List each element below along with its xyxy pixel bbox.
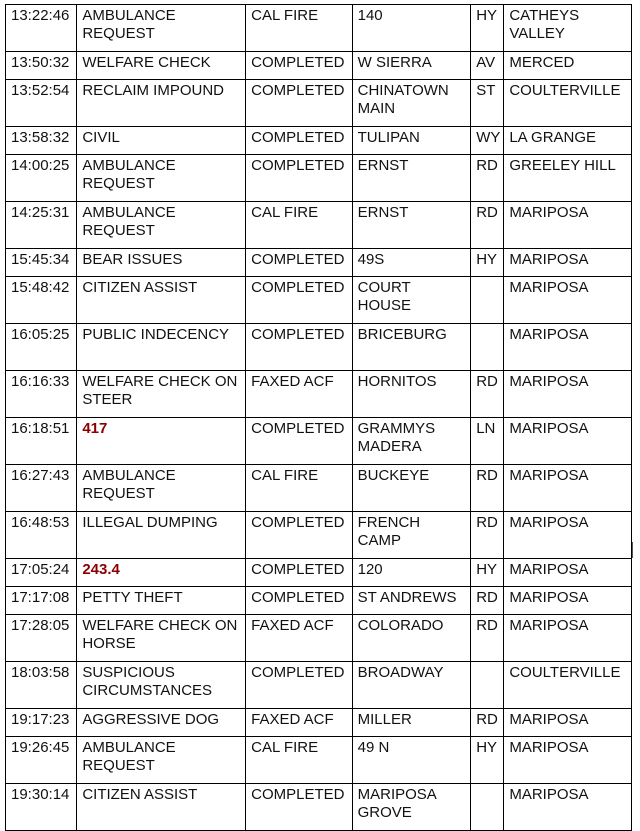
time-cell: 17:28:05: [6, 615, 77, 662]
street-suffix-cell: LN: [471, 418, 504, 465]
city-cell: LA GRANGE: [504, 127, 632, 155]
time-cell: 16:27:43: [6, 465, 77, 512]
incident-type-cell: WELFARE CHECK ON STEER: [77, 371, 246, 418]
street-suffix-cell: HY: [471, 559, 504, 587]
street-suffix-cell: HY: [471, 737, 504, 784]
street-cell: MARIPOSA GROVE: [352, 784, 471, 831]
incident-log-body: [6, 5, 632, 831]
table-row: [6, 155, 632, 202]
incident-type-cell: AMBULANCE REQUEST: [77, 155, 246, 202]
status-cell: COMPLETED: [246, 662, 353, 709]
incident-type-cell: AGGRESSIVE DOG: [77, 709, 246, 737]
incident-type-cell: AMBULANCE REQUEST: [77, 737, 246, 784]
incident-type-cell: PUBLIC INDECENCY: [77, 324, 246, 371]
city-cell: GREELEY HILL: [504, 155, 632, 202]
street-suffix-cell: WY: [471, 127, 504, 155]
city-cell: MARIPOSA: [504, 784, 632, 831]
city-cell: MARIPOSA: [504, 249, 632, 277]
page-edge-mark: [632, 542, 633, 558]
street-suffix-cell: AV: [471, 52, 504, 80]
street-suffix-cell: [471, 662, 504, 709]
street-suffix-cell: RD: [471, 371, 504, 418]
city-cell: MARIPOSA: [504, 418, 632, 465]
status-cell: FAXED ACF: [246, 709, 353, 737]
street-suffix-cell: HY: [471, 5, 504, 52]
street-suffix-cell: ST: [471, 80, 504, 127]
street-cell: GRAMMYS MADERA: [352, 418, 471, 465]
status-cell: CAL FIRE: [246, 5, 353, 52]
status-cell: FAXED ACF: [246, 371, 353, 418]
status-cell: COMPLETED: [246, 324, 353, 371]
city-cell: MARIPOSA: [504, 277, 632, 324]
status-cell: CAL FIRE: [246, 737, 353, 784]
incident-type-cell: WELFARE CHECK: [77, 52, 246, 80]
street-suffix-cell: [471, 324, 504, 371]
table-row: [6, 52, 632, 80]
street-suffix-cell: RD: [471, 709, 504, 737]
city-cell: MARIPOSA: [504, 587, 632, 615]
city-cell: MERCED: [504, 52, 632, 80]
time-cell: 19:30:14: [6, 784, 77, 831]
city-cell: COULTERVILLE: [504, 662, 632, 709]
time-cell: 17:17:08: [6, 587, 77, 615]
city-cell: MARIPOSA: [504, 737, 632, 784]
status-cell: CAL FIRE: [246, 202, 353, 249]
city-cell: MARIPOSA: [504, 371, 632, 418]
time-cell: 16:05:25: [6, 324, 77, 371]
street-cell: 49 N: [352, 737, 471, 784]
time-cell: 13:50:32: [6, 52, 77, 80]
table-row: [6, 418, 632, 465]
table-row: [6, 277, 632, 324]
time-cell: 14:25:31: [6, 202, 77, 249]
time-cell: 19:17:23: [6, 709, 77, 737]
time-cell: 18:03:58: [6, 662, 77, 709]
time-cell: 15:48:42: [6, 277, 77, 324]
table-row: [6, 202, 632, 249]
table-row: [6, 80, 632, 127]
street-cell: ST ANDREWS: [352, 587, 471, 615]
city-cell: MARIPOSA: [504, 465, 632, 512]
incident-type-cell: CITIZEN ASSIST: [77, 784, 246, 831]
time-cell: 15:45:34: [6, 249, 77, 277]
street-cell: ERNST: [352, 155, 471, 202]
city-cell: CATHEYS VALLEY: [504, 5, 632, 52]
street-cell: 49S: [352, 249, 471, 277]
status-cell: CAL FIRE: [246, 465, 353, 512]
status-cell: COMPLETED: [246, 52, 353, 80]
table-row: [6, 737, 632, 784]
table-row: [6, 615, 632, 662]
table-row: [6, 324, 632, 371]
status-cell: COMPLETED: [246, 512, 353, 559]
incident-type-cell: PETTY THEFT: [77, 587, 246, 615]
city-cell: COULTERVILLE: [504, 80, 632, 127]
street-cell: 120: [352, 559, 471, 587]
street-suffix-cell: RD: [471, 202, 504, 249]
incident-type-cell: SUSPICIOUS CIRCUMSTANCES: [77, 662, 246, 709]
table-row: [6, 249, 632, 277]
table-row: [6, 512, 632, 559]
city-cell: MARIPOSA: [504, 709, 632, 737]
street-suffix-cell: RD: [471, 615, 504, 662]
incident-type-cell: RECLAIM IMPOUND: [77, 80, 246, 127]
city-cell: MARIPOSA: [504, 512, 632, 559]
status-cell: COMPLETED: [246, 155, 353, 202]
street-suffix-cell: RD: [471, 155, 504, 202]
city-cell: MARIPOSA: [504, 202, 632, 249]
street-cell: ERNST: [352, 202, 471, 249]
time-cell: 16:16:33: [6, 371, 77, 418]
table-row: [6, 662, 632, 709]
incident-type-cell: AMBULANCE REQUEST: [77, 465, 246, 512]
street-cell: FRENCH CAMP: [352, 512, 471, 559]
table-row: [6, 559, 632, 587]
time-cell: 13:22:46: [6, 5, 77, 52]
time-cell: 16:48:53: [6, 512, 77, 559]
street-cell: TULIPAN: [352, 127, 471, 155]
status-cell: COMPLETED: [246, 80, 353, 127]
street-suffix-cell: [471, 784, 504, 831]
street-cell: W SIERRA: [352, 52, 471, 80]
status-cell: COMPLETED: [246, 559, 353, 587]
city-cell: MARIPOSA: [504, 324, 632, 371]
incident-type-cell: ILLEGAL DUMPING: [77, 512, 246, 559]
time-cell: 13:52:54: [6, 80, 77, 127]
table-row: [6, 127, 632, 155]
incident-type-cell: 417: [77, 418, 246, 465]
time-cell: 19:26:45: [6, 737, 77, 784]
street-cell: 140: [352, 5, 471, 52]
table-row: [6, 5, 632, 52]
street-cell: BRICEBURG: [352, 324, 471, 371]
city-cell: MARIPOSA: [504, 615, 632, 662]
incident-type-cell: WELFARE CHECK ON HORSE: [77, 615, 246, 662]
city-cell: MARIPOSA: [504, 559, 632, 587]
street-cell: BROADWAY: [352, 662, 471, 709]
street-suffix-cell: HY: [471, 249, 504, 277]
street-cell: COURT HOUSE: [352, 277, 471, 324]
incident-type-cell: CITIZEN ASSIST: [77, 277, 246, 324]
incident-type-cell: AMBULANCE REQUEST: [77, 5, 246, 52]
incident-type-cell: BEAR ISSUES: [77, 249, 246, 277]
street-cell: BUCKEYE: [352, 465, 471, 512]
table-row: [6, 784, 632, 831]
time-cell: 13:58:32: [6, 127, 77, 155]
incident-type-cell: AMBULANCE REQUEST: [77, 202, 246, 249]
status-cell: FAXED ACF: [246, 615, 353, 662]
time-cell: 16:18:51: [6, 418, 77, 465]
street-cell: MILLER: [352, 709, 471, 737]
table-row: [6, 587, 632, 615]
table-row: [6, 709, 632, 737]
time-cell: 17:05:24: [6, 559, 77, 587]
street-cell: HORNITOS: [352, 371, 471, 418]
incident-type-cell: 243.4: [77, 559, 246, 587]
time-cell: 14:00:25: [6, 155, 77, 202]
table-row: [6, 371, 632, 418]
status-cell: COMPLETED: [246, 784, 353, 831]
street-suffix-cell: RD: [471, 512, 504, 559]
incident-log-table: [5, 4, 632, 831]
street-cell: CHINATOWN MAIN: [352, 80, 471, 127]
street-suffix-cell: [471, 277, 504, 324]
incident-type-cell: CIVIL: [77, 127, 246, 155]
status-cell: COMPLETED: [246, 418, 353, 465]
street-cell: COLORADO: [352, 615, 471, 662]
street-suffix-cell: RD: [471, 587, 504, 615]
status-cell: COMPLETED: [246, 249, 353, 277]
status-cell: COMPLETED: [246, 127, 353, 155]
table-row: [6, 465, 632, 512]
status-cell: COMPLETED: [246, 277, 353, 324]
street-suffix-cell: RD: [471, 465, 504, 512]
status-cell: COMPLETED: [246, 587, 353, 615]
